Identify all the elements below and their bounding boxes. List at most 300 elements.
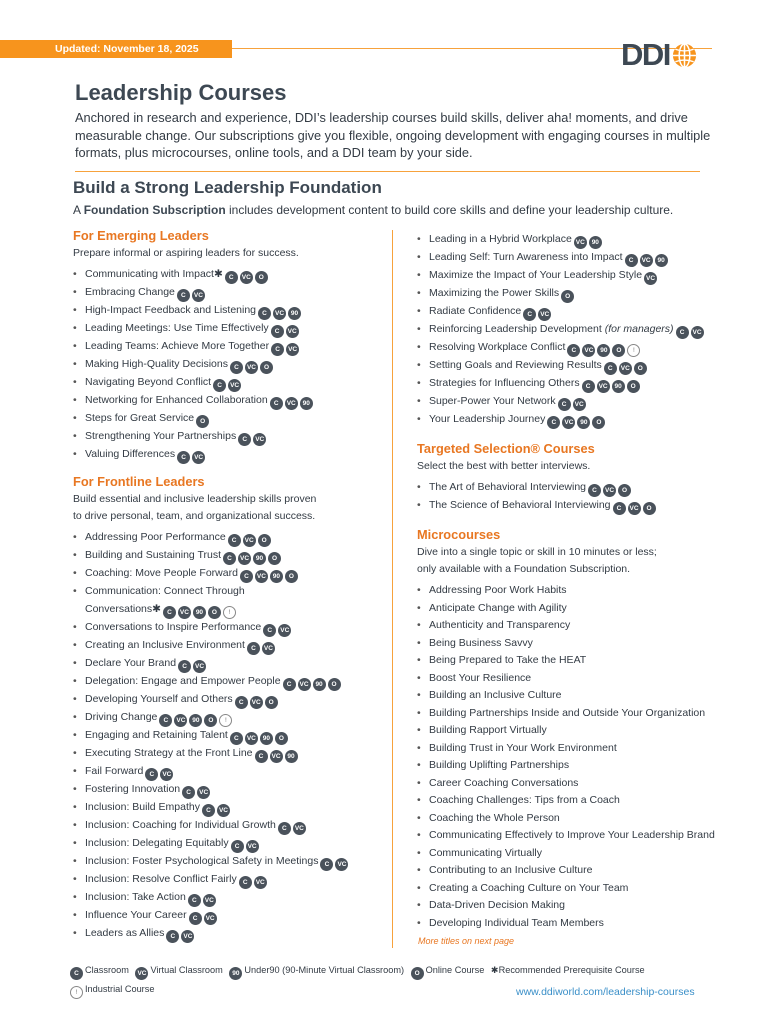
course-item: [73, 709, 388, 727]
course-item: [73, 889, 388, 907]
online-course-icon: O: [268, 552, 281, 565]
prerequisite-star-icon: ✱: [213, 268, 223, 280]
course-item: [417, 582, 757, 600]
course-item: [417, 411, 757, 429]
course-item: [73, 817, 388, 835]
virtual-classroom-icon: VC: [335, 858, 348, 871]
classroom-icon: C: [178, 660, 191, 673]
virtual-classroom-icon: VC: [217, 804, 230, 817]
online-course-icon: O: [643, 502, 656, 515]
course-item: [417, 705, 757, 723]
virtual-classroom-icon: VC: [178, 606, 191, 619]
classroom-icon: C: [177, 289, 190, 302]
course-item: [73, 529, 388, 547]
under90-icon: 90: [193, 606, 206, 619]
virtual-classroom-icon: VC: [245, 361, 258, 374]
frontline-leaders-heading: For Frontline Leaders: [73, 474, 205, 489]
course-title: Career Coaching Conversations: [429, 776, 579, 789]
classroom-icon: C: [231, 840, 244, 853]
course-item: [417, 845, 757, 863]
frontline-leaders-list-continued: [417, 231, 757, 429]
course-title: Influence Your Career: [85, 908, 187, 921]
course-item: [417, 231, 757, 249]
emerging-leaders-description: Prepare informal or aspiring leaders for success.: [73, 247, 299, 259]
course-item: [417, 267, 757, 285]
virtual-classroom-icon: VC: [262, 642, 275, 655]
course-item: [417, 375, 757, 393]
virtual-classroom-icon: VC: [538, 308, 551, 321]
classroom-icon: C: [166, 930, 179, 943]
prerequisite-star-icon: ✱: [490, 965, 499, 975]
foundation-description: [73, 203, 673, 217]
course-title: Creating a Coaching Culture on Your Team: [429, 881, 629, 894]
course-item: [73, 302, 388, 320]
course-item: [73, 853, 388, 871]
course-title: Executing Strategy at the Front Line: [85, 746, 253, 759]
virtual-classroom-icon: VC: [286, 343, 299, 356]
course-title: Developing Individual Team Members: [429, 916, 604, 929]
virtual-classroom-icon: VC: [644, 272, 657, 285]
legend-virtual-label: Virtual Classroom: [150, 965, 223, 975]
virtual-classroom-icon: VC: [174, 714, 187, 727]
course-item: [73, 266, 388, 284]
frontline-leaders-description-line2: to drive personal, team, and organizational success.: [73, 510, 316, 522]
course-title: Engaging and Retaining Talent: [85, 728, 228, 741]
emerging-leaders-heading: For Emerging Leaders: [73, 228, 209, 243]
virtual-classroom-icon: VC: [255, 570, 268, 583]
course-title: Addressing Poor Work Habits: [429, 584, 567, 596]
classroom-icon: C: [588, 484, 601, 497]
website-link[interactable]: www.ddiworld.com/leadership-courses: [516, 986, 695, 998]
classroom-icon: C: [558, 398, 571, 411]
microcourses-list: [417, 582, 757, 932]
targeted-selection-description: Select the best with better interviews.: [417, 460, 591, 472]
targeted-selection-list: [417, 479, 757, 515]
targeted-selection-heading: Targeted Selection® Courses: [417, 441, 595, 456]
classroom-icon: C: [320, 858, 333, 871]
course-title: Fostering Innovation: [85, 782, 181, 795]
legend-industrial: [70, 984, 154, 994]
classroom-icon: C: [271, 343, 284, 356]
virtual-classroom-icon: VC: [574, 236, 587, 249]
course-item: [73, 547, 388, 565]
classroom-icon: C: [189, 912, 202, 925]
industrial-course-icon: !: [223, 606, 236, 619]
classroom-icon: C: [240, 570, 253, 583]
industrial-course-icon: !: [627, 344, 640, 357]
virtual-classroom-icon: VC: [619, 362, 632, 375]
course-item: [417, 775, 757, 793]
online-course-icon: O: [255, 271, 268, 284]
virtual-classroom-icon: VC: [192, 451, 205, 464]
intro-paragraph: Anchored in research and experience, DDI’s leadership courses build skills, deliver aha! moments, and drive measurable change. Our subscriptions give you flexible, ongoing development with engaging courses in multiple formats, plus microcourses, online tools, and a DDI team by your side.: [75, 110, 711, 160]
foundation-subscription-label: Foundation Subscription: [83, 203, 226, 217]
classroom-icon: C: [523, 308, 536, 321]
online-course-icon: O: [612, 344, 625, 357]
classroom-icon: C: [202, 804, 215, 817]
more-titles-note: More titles on next page: [418, 936, 515, 946]
classroom-icon: C: [239, 876, 252, 889]
course-note: (for managers): [601, 323, 674, 335]
virtual-classroom-icon: VC: [298, 678, 311, 691]
course-title: Driving Change: [85, 710, 158, 723]
course-title: Coaching the Whole Person: [429, 811, 560, 824]
course-item: [417, 810, 757, 828]
course-title: Strategies for Influencing Others: [429, 377, 580, 389]
under90-icon: 90: [285, 750, 298, 763]
course-title: Leaders as Allies: [85, 926, 165, 939]
under90-icon: 90: [597, 344, 610, 357]
course-item: [73, 673, 388, 691]
course-title: Strengthening Your Partnerships: [85, 430, 237, 442]
course-title: Maximize the Impact of Your Leadership Style: [429, 269, 643, 281]
classroom-icon: C: [625, 254, 638, 267]
course-item: [417, 357, 757, 375]
under90-icon: 90: [189, 714, 202, 727]
course-title: Communicating Effectively to Improve Your Leadership Brand: [429, 829, 715, 841]
virtual-classroom-icon: VC: [246, 840, 259, 853]
course-title: Conversations to Inspire Performance: [85, 620, 262, 633]
legend-online: [411, 965, 485, 975]
course-item: [73, 284, 388, 302]
course-title: Developing Yourself and Others: [85, 692, 233, 705]
online-course-icon: O: [328, 678, 341, 691]
virtual-classroom-icon: VC: [135, 967, 148, 980]
classroom-icon: C: [283, 678, 296, 691]
under90-icon: 90: [260, 732, 273, 745]
course-item: [417, 479, 757, 497]
course-item: [73, 925, 388, 943]
classroom-icon: C: [159, 714, 172, 727]
course-item: [417, 827, 757, 845]
classroom-icon: C: [230, 361, 243, 374]
legend-virtual-classroom: [135, 965, 222, 975]
course-item: [73, 763, 388, 781]
course-title: Valuing Differences: [85, 448, 176, 460]
virtual-classroom-icon: VC: [193, 660, 206, 673]
course-item: [417, 497, 757, 515]
course-item: [73, 619, 388, 637]
column-divider: [392, 230, 393, 948]
course-title: High-Impact Feedback and Listening: [85, 304, 257, 316]
classroom-icon: C: [547, 416, 560, 429]
legend-industrial-label: Industrial Course: [85, 984, 155, 994]
legend-classroom-label: Classroom: [85, 965, 129, 975]
legend-prereq-label: Recommended Prerequisite Course: [498, 965, 645, 975]
course-title: Fail Forward: [85, 764, 144, 777]
classroom-icon: C: [258, 307, 271, 320]
course-title: Boost Your Resilience: [429, 671, 532, 684]
virtual-classroom-icon: VC: [181, 930, 194, 943]
online-course-icon: O: [411, 967, 424, 980]
classroom-icon: C: [228, 534, 241, 547]
course-title: Resolving Workplace Conflict: [429, 341, 566, 353]
course-item: [73, 655, 388, 673]
classroom-icon: C: [163, 606, 176, 619]
course-item: [73, 907, 388, 925]
course-title: Embracing Change: [85, 286, 175, 298]
course-item: [73, 727, 388, 745]
page-title: Leadership Courses: [75, 80, 287, 105]
course-title: Communicating with Impact: [85, 268, 214, 280]
course-item: [417, 722, 757, 740]
course-title: Inclusion: Build Empathy: [85, 800, 200, 813]
course-title: Contributing to an Inclusive Culture: [429, 864, 593, 876]
course-title: Leading in a Hybrid Workplace: [429, 233, 572, 245]
course-title: Maximizing the Power Skills: [429, 287, 560, 299]
right-column: [417, 231, 757, 932]
globe-icon: [671, 42, 698, 69]
course-item: [73, 565, 388, 583]
course-title: Building Uplifting Partnerships: [429, 759, 570, 771]
course-title: Radiate Confidence: [429, 305, 522, 317]
online-course-icon: O: [196, 415, 209, 428]
under90-icon: 90: [589, 236, 602, 249]
virtual-classroom-icon: VC: [628, 502, 641, 515]
online-course-icon: O: [265, 696, 278, 709]
course-item: [73, 320, 388, 338]
ddi-logo: [621, 38, 698, 72]
course-title: Coaching: Move People Forward: [85, 567, 238, 579]
course-item: [73, 871, 388, 889]
virtual-classroom-icon: VC: [603, 484, 616, 497]
virtual-classroom-icon: VC: [204, 912, 217, 925]
course-title: Conversations: [85, 602, 153, 615]
classroom-icon: C: [676, 326, 689, 339]
course-title: Leading Teams: Achieve More Together: [85, 340, 270, 352]
classroom-icon: C: [70, 967, 83, 980]
course-title: Building Rapport Virtually: [429, 724, 547, 736]
industrial-course-icon: !: [219, 714, 232, 727]
virtual-classroom-icon: VC: [286, 325, 299, 338]
prerequisite-star-icon: ✱: [152, 602, 161, 615]
classroom-icon: C: [271, 325, 284, 338]
course-title: Communicating Virtually: [429, 846, 543, 859]
course-item: [417, 757, 757, 775]
virtual-classroom-icon: VC: [293, 822, 306, 835]
classroom-icon: C: [230, 732, 243, 745]
under90-icon: 90: [270, 570, 283, 583]
online-course-icon: O: [618, 484, 631, 497]
under90-icon: 90: [313, 678, 326, 691]
course-title: Leading Self: Turn Awareness into Impact: [429, 251, 623, 263]
course-title: Reinforcing Leadership Development: [429, 323, 602, 335]
course-item: [417, 635, 757, 653]
course-item: [73, 410, 388, 428]
virtual-classroom-icon: VC: [691, 326, 704, 339]
course-title: The Science of Behavioral Interviewing: [429, 499, 611, 511]
classroom-icon: C: [255, 750, 268, 763]
course-item: [73, 428, 388, 446]
virtual-classroom-icon: VC: [573, 398, 586, 411]
classroom-icon: C: [270, 397, 283, 410]
virtual-classroom-icon: VC: [273, 307, 286, 320]
online-course-icon: O: [285, 570, 298, 583]
updated-banner: Updated: November 18, 2025: [0, 40, 232, 58]
virtual-classroom-icon: VC: [243, 534, 256, 547]
course-title: Leading Meetings: Use Time Effectively: [85, 322, 269, 334]
virtual-classroom-icon: VC: [250, 696, 263, 709]
online-course-icon: O: [592, 416, 605, 429]
course-item: [417, 740, 757, 758]
course-item: [417, 652, 757, 670]
frontline-leaders-description-line1: Build essential and inclusive leadership skills proven: [73, 493, 317, 505]
course-title: Declare Your Brand: [85, 656, 177, 669]
classroom-icon: C: [177, 451, 190, 464]
under90-icon: 90: [253, 552, 266, 565]
course-item: [417, 285, 757, 303]
classroom-icon: C: [145, 768, 158, 781]
virtual-classroom-icon: VC: [240, 271, 253, 284]
virtual-classroom-icon: VC: [597, 380, 610, 393]
course-title: Building an Inclusive Culture: [429, 689, 562, 701]
classroom-icon: C: [213, 379, 226, 392]
course-title: Your Leadership Journey: [429, 413, 546, 425]
course-title: Inclusion: Foster Psychological Safety in Meetings: [85, 854, 319, 867]
course-title: Addressing Poor Performance: [85, 531, 226, 543]
online-course-icon: O: [561, 290, 574, 303]
course-item: [73, 799, 388, 817]
course-title: Setting Goals and Reviewing Results: [429, 359, 602, 371]
classroom-icon: C: [567, 344, 580, 357]
classroom-icon: C: [238, 433, 251, 446]
course-title: Coaching Challenges: Tips from a Coach: [429, 794, 620, 806]
virtual-classroom-icon: VC: [203, 894, 216, 907]
microcourses-heading: Microcourses: [417, 527, 501, 542]
classroom-icon: C: [223, 552, 236, 565]
under90-icon: 90: [229, 967, 242, 980]
classroom-icon: C: [235, 696, 248, 709]
course-item: [417, 897, 757, 915]
course-item: [73, 835, 388, 853]
course-title: Inclusion: Take Action: [85, 890, 186, 903]
left-column: [73, 228, 388, 943]
virtual-classroom-icon: VC: [245, 732, 258, 745]
online-course-icon: O: [208, 606, 221, 619]
course-title: Networking for Enhanced Collaboration: [85, 394, 268, 406]
course-item: [417, 339, 757, 357]
course-item: [73, 446, 388, 464]
course-title: Creating an Inclusive Environment: [85, 638, 245, 651]
virtual-classroom-icon: VC: [582, 344, 595, 357]
course-item: [73, 601, 388, 619]
course-title: Inclusion: Coaching for Individual Growth: [85, 818, 276, 831]
course-item: [73, 338, 388, 356]
foundation-desc-suffix: includes development content to build core skills and define your leadership culture.: [225, 203, 674, 217]
course-item: [417, 670, 757, 688]
course-item: [417, 880, 757, 898]
course-item: [417, 393, 757, 411]
classroom-icon: C: [604, 362, 617, 375]
course-item: [73, 637, 388, 655]
classroom-icon: C: [278, 822, 291, 835]
foundation-heading: Build a Strong Leadership Foundation: [73, 178, 382, 197]
course-item: [73, 745, 388, 763]
course-item: [417, 792, 757, 810]
course-item: [417, 617, 757, 635]
course-title: Making High-Quality Decisions: [85, 358, 228, 370]
legend-prereq: [491, 965, 645, 975]
course-title: Anticipate Change with Agility: [429, 601, 567, 614]
course-title: Building Trust in Your Work Environment: [429, 741, 617, 754]
virtual-classroom-icon: VC: [253, 433, 266, 446]
logo-text: DDI: [621, 37, 670, 72]
course-item: [73, 392, 388, 410]
virtual-classroom-icon: VC: [270, 750, 283, 763]
foundation-desc-prefix: A: [73, 203, 84, 217]
virtual-classroom-icon: VC: [562, 416, 575, 429]
course-title: Super-Power Your Network: [429, 395, 556, 407]
course-item: [73, 691, 388, 709]
legend-under90-label: Under90 (90-Minute Virtual Classroom): [244, 965, 405, 975]
virtual-classroom-icon: VC: [640, 254, 653, 267]
classroom-icon: C: [613, 502, 626, 515]
course-title: Navigating Beyond Conflict: [85, 376, 212, 388]
section-divider: [75, 171, 700, 172]
emerging-leaders-list: [73, 266, 388, 464]
virtual-classroom-icon: VC: [228, 379, 241, 392]
course-title: Data-Driven Decision Making: [429, 899, 565, 911]
course-title: Inclusion: Resolve Conflict Fairly: [85, 872, 237, 885]
course-title: Delegation: Engage and Empower People: [85, 674, 281, 687]
course-item: [417, 687, 757, 705]
classroom-icon: C: [582, 380, 595, 393]
course-title: Being Business Savvy: [429, 636, 533, 649]
course-title: Authenticity and Transparency: [429, 619, 571, 631]
course-item: [417, 321, 757, 339]
course-title: Steps for Great Service: [85, 412, 195, 424]
course-item: [73, 356, 388, 374]
legend-classroom: [70, 965, 129, 975]
classroom-icon: C: [247, 642, 260, 655]
online-course-icon: O: [260, 361, 273, 374]
virtual-classroom-icon: VC: [197, 786, 210, 799]
online-course-icon: O: [204, 714, 217, 727]
legend-under90: [229, 965, 404, 975]
course-item: [73, 374, 388, 392]
classroom-icon: C: [225, 271, 238, 284]
under90-icon: 90: [288, 307, 301, 320]
legend-online-label: Online Course: [425, 965, 485, 975]
course-item: [417, 249, 757, 267]
course-item: [73, 583, 388, 601]
microcourses-description-line2: only available with a Foundation Subscription.: [417, 563, 631, 575]
under90-icon: 90: [655, 254, 668, 267]
virtual-classroom-icon: VC: [278, 624, 291, 637]
microcourses-description-line1: Dive into a single topic or skill in 10 minutes or less;: [417, 546, 657, 558]
course-title: Being Prepared to Take the HEAT: [429, 654, 587, 666]
course-title: Communication: Connect Through: [85, 585, 245, 597]
classroom-icon: C: [182, 786, 195, 799]
course-item: [417, 303, 757, 321]
course-title: Building Partnerships Inside and Outside Your Organization: [429, 706, 706, 719]
course-item: [417, 915, 757, 933]
frontline-leaders-list: [73, 529, 388, 943]
course-title: The Art of Behavioral Interviewing: [429, 481, 586, 493]
virtual-classroom-icon: VC: [254, 876, 267, 889]
course-title: Inclusion: Delegating Equitably: [85, 836, 229, 849]
classroom-icon: C: [188, 894, 201, 907]
online-course-icon: O: [258, 534, 271, 547]
virtual-classroom-icon: VC: [192, 289, 205, 302]
course-item: [417, 600, 757, 618]
virtual-classroom-icon: VC: [285, 397, 298, 410]
course-title: Building and Sustaining Trust: [85, 549, 222, 561]
under90-icon: 90: [577, 416, 590, 429]
virtual-classroom-icon: VC: [238, 552, 251, 565]
virtual-classroom-icon: VC: [160, 768, 173, 781]
online-course-icon: O: [275, 732, 288, 745]
